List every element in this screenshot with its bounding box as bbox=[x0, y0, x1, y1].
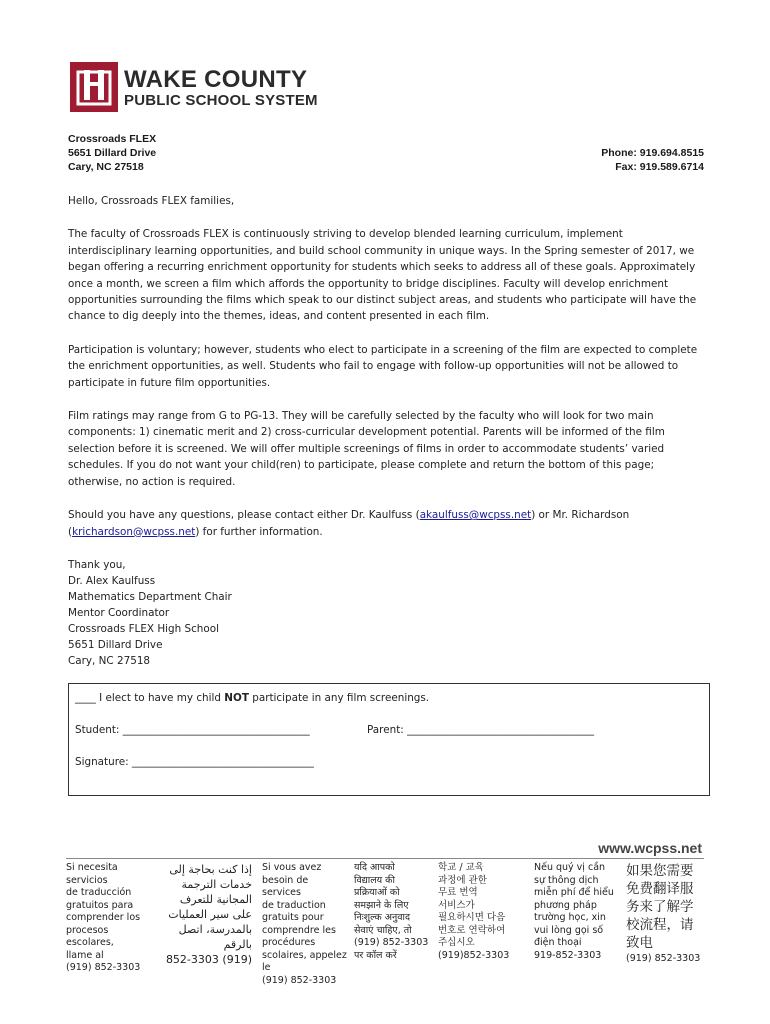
signature-field[interactable]: Signature: ___________________________________ bbox=[75, 756, 314, 768]
student-name-field[interactable]: Student: ____________________________________ bbox=[75, 724, 310, 736]
translation-hindi: यदि आपको विद्यालय की प्रक्रियाओं को समझाने के लिए निःशुल्क अनुवाद सेवाएं चाहिए, तो (919) 852-3303 पर कॉल करें bbox=[354, 862, 429, 961]
logo-mark-icon bbox=[70, 62, 118, 112]
letter-body bbox=[68, 193, 708, 669]
translation-notices bbox=[66, 862, 706, 986]
translation-spanish: Si necesita servicios de traducción gratuitos para comprender los procesos escolares, llame al (919) 852-3303 bbox=[66, 862, 141, 973]
paragraph-contact: Should you have any questions, please contact either Dr. Kaulfuss (akaulfuss@wcpss.net) or Mr. Richardson (krichardson@wcpss.net) for further information. bbox=[68, 509, 630, 538]
translation-arabic: إذا كنت بحاجة إلى خدمات الترجمة المجانية للتعرف على سير العمليات بالمدرسة، اتصل بالرقم (919) 852-3303 bbox=[165, 863, 252, 966]
address-line: 5651 Dillard Drive bbox=[68, 147, 157, 159]
contact-info bbox=[601, 146, 704, 174]
parent-name-field[interactable]: Parent: ____________________________________ bbox=[367, 724, 595, 736]
phone-number: Phone: 919.694.8515 bbox=[601, 147, 704, 159]
greeting: Hello, Crossroads FLEX families, bbox=[68, 195, 235, 207]
email-link-richardson[interactable]: krichardson@wcpss.net bbox=[72, 525, 196, 538]
opt-out-form bbox=[68, 683, 710, 796]
address-line: Cary, NC 27518 bbox=[68, 161, 144, 173]
signature-line: Mathematics Department Chair bbox=[68, 590, 232, 603]
translation-vietnamese: Nếu quý vị cần sự thông dịch miễn phí để hiểu phương pháp trường học, xin vui lòng gọi số điện thoại 919-852-3303 bbox=[534, 862, 614, 961]
signature-line: Cary, NC 27518 bbox=[68, 654, 151, 667]
translation-chinese: 如果您需要 免费翻译服 务来了解学 校流程，请 致电 (919) 852-3303 bbox=[626, 863, 701, 964]
email-link-kaulfuss[interactable]: akaulfuss@wcpss.net bbox=[419, 509, 532, 522]
signature-block bbox=[68, 557, 708, 669]
school-address bbox=[68, 132, 156, 174]
translation-french: Si vous avez besoin de services de traduction gratuits pour comprendre les procédures scolaires, appelez le (919) 852-3303 bbox=[262, 862, 347, 986]
paragraph-participation: Participation is voluntary; however, students who elect to participate in a screening of the film are expected to complete the enrichment opportunities, as well. Students who fail to engage with follow-up opportunities will not be allowed to participate in future film opportunities. bbox=[68, 343, 698, 389]
website-url[interactable]: www.wcpss.net bbox=[598, 840, 702, 856]
signature-line: Dr. Alex Kaulfuss bbox=[68, 574, 156, 587]
paragraph-intro: The faculty of Crossroads FLEX is continuously striving to develop blended learning curriculum, implement interdisciplinary learning opportunities, and build school community in unique ways. In the Spring semester of 2017, we began offering a recurring enrichment opportunity for students which seeks to address all of these goals. Approximately once a month, we screen a film which affords the opportunity to bridge disciplines. Faculty will develop enrichment opportunities surrounding the films which speak to our distinct subject areas, and students who participate will have the chance to dig deeply into the themes, ideas, and content presented in each film. bbox=[68, 228, 697, 323]
translation-korean: 학교 / 교육 과정에 관한 무료 번역 서비스가 필요하시면 다음 번호로 연락하여 주십시오 (919)852-3303 bbox=[438, 862, 510, 961]
opt-out-statement[interactable]: ____ I elect to have my child NOT participate in any film screenings. bbox=[75, 692, 430, 704]
fax-number: Fax: 919.589.6714 bbox=[615, 161, 704, 173]
footer-divider bbox=[66, 858, 704, 859]
signature-line: Crossroads FLEX High School bbox=[68, 622, 219, 635]
logo-subtitle: PUBLIC SCHOOL SYSTEM bbox=[124, 92, 318, 109]
signature-line: Mentor Coordinator bbox=[68, 606, 170, 619]
logo-title: WAKE COUNTY bbox=[124, 66, 308, 93]
paragraph-ratings: Film ratings may range from G to PG-13. They will be carefully selected by the faculty who will look for two main components: 1) cinematic merit and 2) cross-curricular development potential. Parents will be informed of the film selection before it is screened. We will offer multiple screenings of films in order to accommodate students’ varied schedules. If you do not want your child(ren) to participate, please complete and return the bottom of this page; otherwise, no action is required. bbox=[68, 410, 665, 488]
signature-line: Thank you, bbox=[68, 558, 126, 571]
wcpss-logo bbox=[70, 62, 318, 112]
signature-line: 5651 Dillard Drive bbox=[68, 638, 163, 651]
address-line: Crossroads FLEX bbox=[68, 133, 157, 145]
